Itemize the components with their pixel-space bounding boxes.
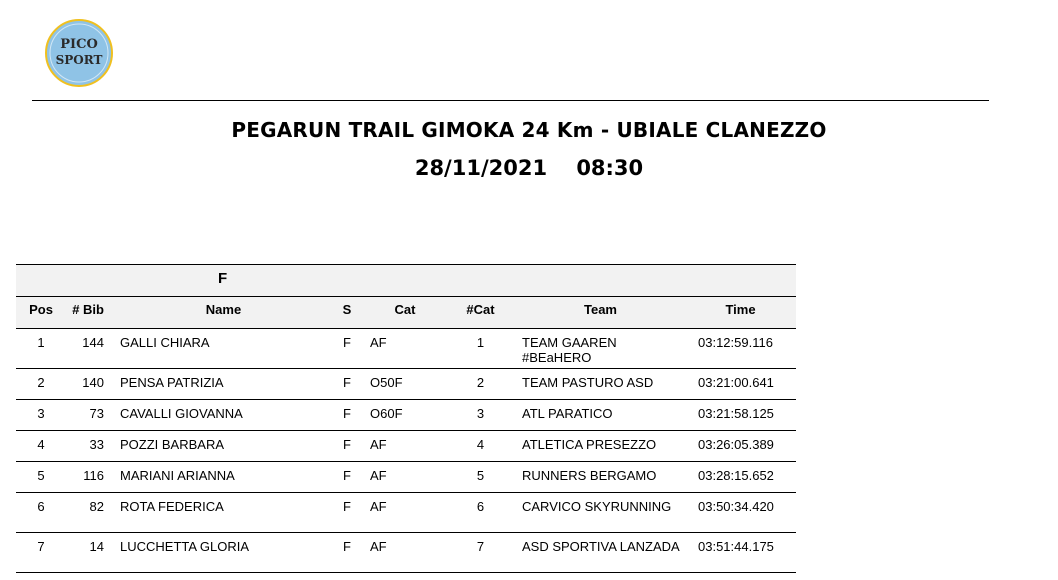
cell-sex: F <box>343 406 351 421</box>
cell-cat-rank: 3 <box>476 406 485 421</box>
cell-bib: 82 <box>89 499 104 514</box>
header-divider <box>32 100 989 101</box>
cell-bib: 140 <box>82 375 104 390</box>
group-label: F <box>218 270 228 287</box>
cell-team: ASD SPORTIVA LANZADA <box>522 539 680 554</box>
table-row <box>16 431 796 462</box>
table-row <box>16 329 796 369</box>
cell-name: GALLI CHIARA <box>120 335 210 350</box>
cell-time: 03:50:34.420 <box>698 499 774 514</box>
cell-pos: 3 <box>37 406 45 421</box>
cell-time: 03:51:44.175 <box>698 539 774 554</box>
table-row <box>16 369 796 400</box>
cell-cat-rank: 7 <box>476 539 485 554</box>
table-row <box>16 400 796 431</box>
cell-team: ATL PARATICO <box>522 406 613 421</box>
race-datetime <box>0 156 1058 180</box>
cell-cat-rank: 5 <box>476 468 485 483</box>
cell-pos: 4 <box>37 437 45 452</box>
cell-cat: AF <box>370 499 387 514</box>
table-row <box>16 533 796 573</box>
cell-name: CAVALLI GIOVANNA <box>120 406 243 421</box>
cell-team: TEAM PASTURO ASD <box>522 375 654 390</box>
cell-name: PENSA PATRIZIA <box>120 375 224 390</box>
col-time: Time <box>725 302 756 317</box>
col-name: Name <box>205 302 242 317</box>
cell-sex: F <box>343 499 351 514</box>
cell-team: CARVICO SKYRUNNING <box>522 499 672 514</box>
cell-bib: 14 <box>89 539 104 554</box>
cell-cat-rank: 2 <box>476 375 485 390</box>
col-team: Team <box>584 302 617 317</box>
cell-time: 03:28:15.652 <box>698 468 774 483</box>
cell-cat: O50F <box>370 375 403 390</box>
cell-cat: AF <box>370 539 387 554</box>
cell-cat: AF <box>370 335 387 350</box>
cell-bib: 144 <box>82 335 104 350</box>
cell-cat: AF <box>370 468 387 483</box>
race-title: PEGARUN TRAIL GIMOKA 24 Km - UBIALE CLANEZZO <box>231 118 827 142</box>
cell-time: 03:21:58.125 <box>698 406 774 421</box>
cell-time: 03:12:59.116 <box>698 335 773 350</box>
logo-text-line1: PICO <box>60 37 98 52</box>
cell-pos: 2 <box>37 375 45 390</box>
column-header-row <box>16 297 796 329</box>
col-pos: Pos <box>29 302 53 317</box>
logo-text-line2: SPORT <box>55 53 103 67</box>
cell-team: ATLETICA PRESEZZO <box>522 437 657 452</box>
cell-pos: 5 <box>37 468 45 483</box>
cell-cat-rank: 6 <box>476 499 485 514</box>
cell-cat: O60F <box>370 406 403 421</box>
cell-bib: 73 <box>89 406 104 421</box>
table-row <box>16 493 796 533</box>
race-date: 28/11/2021 <box>414 156 548 180</box>
col-cat: Cat <box>394 302 416 317</box>
cell-sex: F <box>343 375 351 390</box>
cell-name: POZZI BARBARA <box>120 437 225 452</box>
cell-name: ROTA FEDERICA <box>120 499 224 514</box>
cell-pos: 7 <box>37 539 45 554</box>
cell-cat: AF <box>370 437 387 452</box>
pico-sport-logo <box>44 18 114 88</box>
cell-sex: F <box>343 539 351 554</box>
col-sex: S <box>342 302 352 317</box>
cell-cat-rank: 4 <box>476 437 485 452</box>
cell-pos: 6 <box>37 499 45 514</box>
race-time: 08:30 <box>576 156 644 180</box>
cell-bib: 33 <box>89 437 104 452</box>
cell-name: LUCCHETTA GLORIA <box>120 539 250 554</box>
cell-team: RUNNERS BERGAMO <box>522 468 657 483</box>
cell-time: 03:21:00.641 <box>698 375 774 390</box>
cell-name: MARIANI ARIANNA <box>120 468 235 483</box>
cell-pos: 1 <box>37 335 45 350</box>
cell-cat-rank: 1 <box>476 335 485 350</box>
cell-sex: F <box>343 335 351 350</box>
col-cat-rank: #Cat <box>466 302 495 317</box>
col-bib: # Bib <box>72 302 104 317</box>
results-table <box>16 264 796 573</box>
cell-time: 03:26:05.389 <box>698 437 774 452</box>
cell-sex: F <box>343 437 351 452</box>
group-header <box>16 264 796 297</box>
cell-team: TEAM GAAREN #BEaHERO <box>522 335 617 365</box>
cell-bib: 116 <box>83 468 104 483</box>
cell-sex: F <box>343 468 351 483</box>
table-row <box>16 462 796 493</box>
